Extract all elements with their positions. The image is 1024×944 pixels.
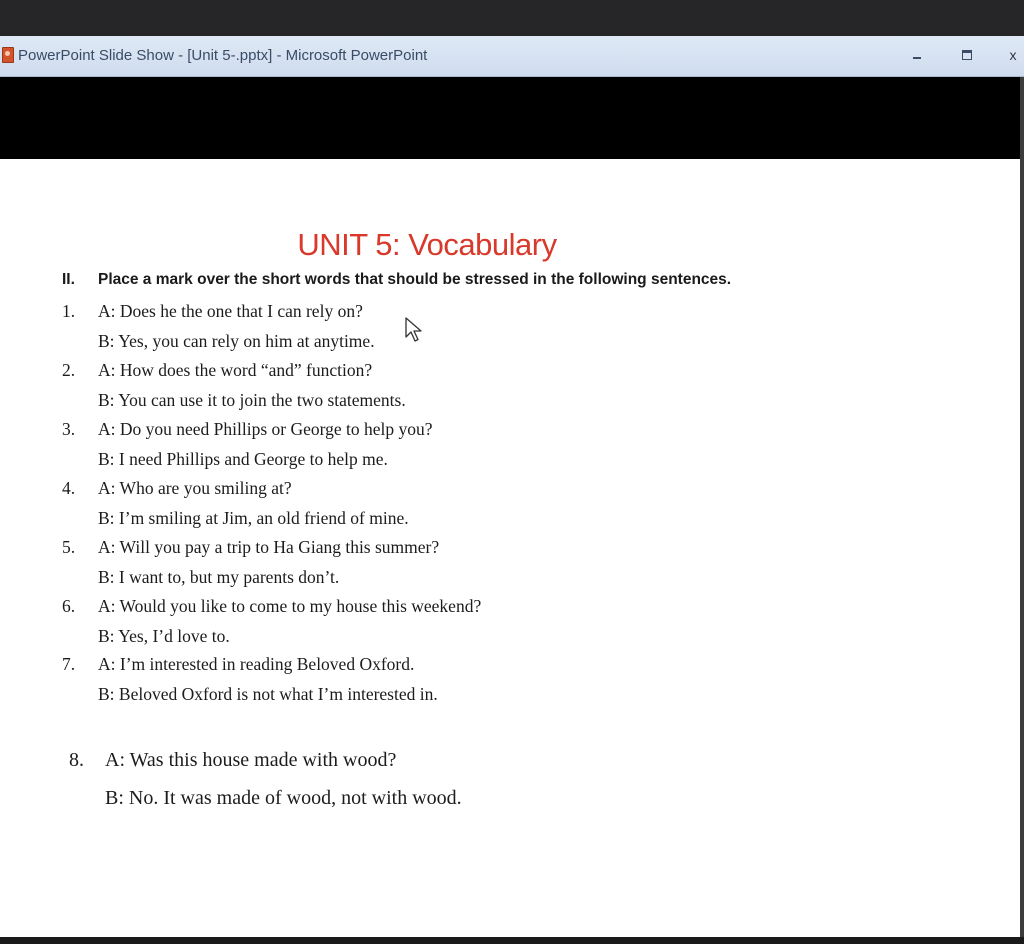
window-title: PowerPoint Slide Show - [Unit 5-.pptx] - Microsoft PowerPoint xyxy=(18,47,428,64)
item-number: 2. xyxy=(62,360,76,380)
item-number: 5. xyxy=(62,537,76,557)
list-item-1-a xyxy=(62,301,363,322)
item-answer: B: I want to, but my parents don’t. xyxy=(98,567,340,587)
minimize-button[interactable] xyxy=(906,44,928,66)
screen-bottom-edge xyxy=(0,937,1024,944)
item-question: A: Was this house made with wood? xyxy=(105,749,397,771)
slide-title: UNIT 5: Vocabulary xyxy=(297,227,557,262)
close-icon: x xyxy=(1009,47,1017,63)
list-item-2-b xyxy=(98,390,406,411)
list-item-5-b xyxy=(98,567,339,588)
item-question: A: Would you like to come to my house this weekend? xyxy=(98,596,482,616)
item-answer: B: I’m smiling at Jim, an old friend of mine. xyxy=(98,508,409,528)
item-number: 3. xyxy=(62,419,76,439)
close-button[interactable] xyxy=(1002,44,1024,66)
item-number: 7. xyxy=(62,654,76,674)
list-item-3-a xyxy=(62,419,433,440)
item-number: 1. xyxy=(62,301,76,321)
list-item-8-a xyxy=(69,749,397,772)
item-question: A: How does the word “and” function? xyxy=(98,360,373,380)
window-titlebar[interactable] xyxy=(0,36,1024,77)
item-answer: B: Beloved Oxford is not what I’m interested in. xyxy=(98,684,438,704)
list-item-4-a xyxy=(62,478,292,499)
item-number: 8. xyxy=(69,749,84,771)
powerpoint-app-icon[interactable] xyxy=(2,47,14,63)
slideshow-letterbox xyxy=(0,77,1022,159)
item-answer: B: You can use it to join the two statements. xyxy=(98,390,406,410)
list-item-6-a xyxy=(62,596,482,617)
slide-canvas[interactable] xyxy=(0,159,1020,937)
item-answer: B: I need Phillips and George to help me. xyxy=(98,449,388,469)
list-item-7-b xyxy=(98,684,438,705)
instruction-text: Place a mark over the short words that should be stressed in the following sentences. xyxy=(98,271,732,288)
list-item-7-a xyxy=(62,654,415,675)
list-item-3-b xyxy=(98,449,388,470)
screen-top-bezel xyxy=(0,0,1024,36)
exercise-instruction xyxy=(62,271,731,289)
item-answer: B: Yes, you can rely on him at anytime. xyxy=(98,331,375,351)
maximize-button[interactable] xyxy=(956,44,978,66)
maximize-icon xyxy=(962,50,972,60)
item-answer: B: No. It was made of wood, not with wood. xyxy=(105,787,462,809)
list-item-4-b xyxy=(98,508,409,529)
item-answer: B: Yes, I’d love to. xyxy=(98,626,230,646)
list-item-6-b xyxy=(98,626,230,647)
item-question: A: Does he the one that I can rely on? xyxy=(98,301,363,321)
item-question: A: I’m interested in reading Beloved Oxford. xyxy=(98,654,415,674)
list-item-2-a xyxy=(62,360,373,381)
list-item-8-b xyxy=(105,787,462,810)
item-question: A: Who are you smiling at? xyxy=(98,478,292,498)
minimize-icon xyxy=(913,57,921,59)
item-question: A: Do you need Phillips or George to help you? xyxy=(98,419,433,439)
section-number: II. xyxy=(62,271,75,288)
item-number: 4. xyxy=(62,478,76,498)
item-number: 6. xyxy=(62,596,76,616)
list-item-1-b xyxy=(98,331,375,352)
list-item-5-a xyxy=(62,537,440,558)
item-question: A: Will you pay a trip to Ha Giang this summer? xyxy=(98,537,440,557)
screen-right-edge xyxy=(1020,77,1024,944)
